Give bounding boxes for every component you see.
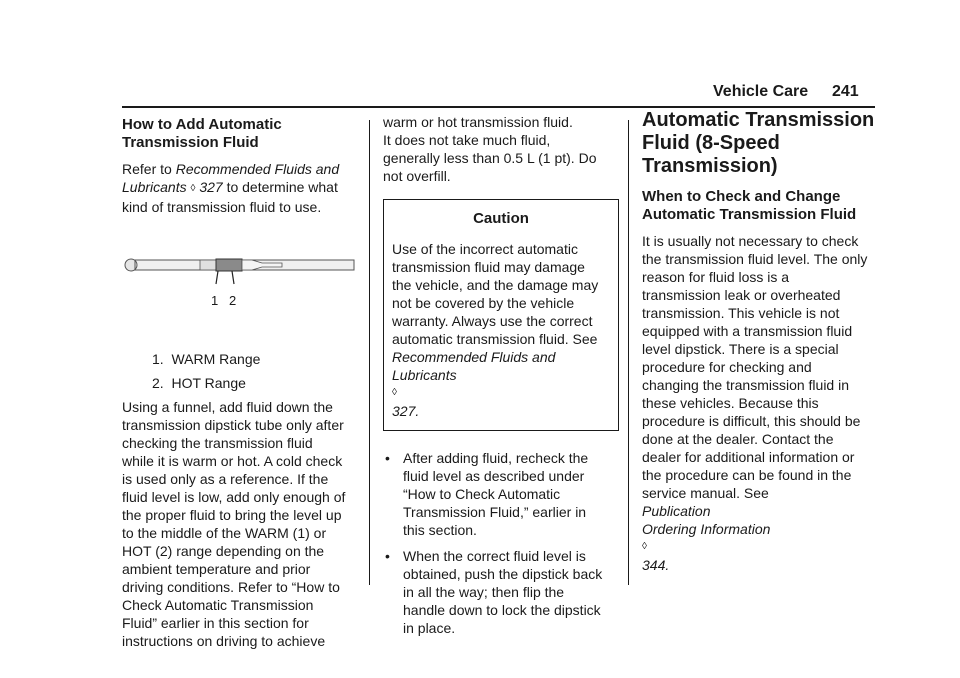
ref-link-fluids[interactable]: Recommended Fluids and: [392, 349, 556, 365]
page-ref-icon: ◊: [392, 387, 397, 398]
figure-label-warm: 1: [211, 293, 219, 308]
page-ref-icon: ◊: [190, 183, 196, 194]
range-list: [152, 350, 356, 392]
page-ref-icon: ◊: [642, 541, 647, 552]
ref-link-lubricants[interactable]: Lubricants: [122, 179, 187, 195]
when-to-check-body: It is usually not necessary to check the transmission fluid level. The only reason for fluid loss is a transmission leak or overheated transmission. This vehicle is not equipped with a transmission fluid level dipstick. There is a special procedure for checking and changing the transmission fluid in these vehicles. Because this procedure is difficult, this should be done at the dealer. Contact the dealer for additional information or the procedure can be found in the service manual. See Publication Ordering Information ◊ 344.: [642, 232, 880, 574]
caution-title: Caution: [473, 210, 529, 227]
ref-link-publication[interactable]: Publication: [642, 503, 711, 519]
list-item: 1. WARM Range: [152, 351, 261, 367]
column-divider-left: [369, 120, 370, 585]
bullet-icon: •: [385, 450, 390, 466]
caution-box: [383, 199, 619, 431]
bullet-item: • When the correct fluid level is obtained, push the dipstick back in all the way; then flip the handle down to lock the dipstick in place.: [385, 548, 603, 636]
intro-paragraph: Refer to Recommended Fluids and Lubricants ◊ 327 to determine what kind of transmission fluid to use.: [122, 161, 340, 215]
list-item: 2. HOT Range: [152, 375, 246, 391]
column-3: [642, 109, 880, 574]
add-fluid-body: Using a funnel, add fluid down the transmission dipstick tube only after checking the transmission fluid while it is warm or hot. A cold check is used only as a reference. If the fluid level is low, add only enough of the proper fluid to bring the level up to the middle of the WARM (1) or HOT (2) range depending on the ambient temperature and prior driving conditions. Refer to “How to Check Automatic Transmission Fluid” earlier in this section for instructions on driving to achieve: [122, 399, 346, 649]
header-title: Vehicle Care: [713, 83, 809, 100]
bullet-item: • After adding fluid, recheck the fluid level as described under “How to Check Automatic Transmission Fluid,” earlier in this section.: [385, 450, 589, 538]
ref-page-327[interactable]: 327.: [392, 403, 420, 419]
column-2: [383, 113, 619, 645]
column-divider-right: [628, 120, 629, 585]
section-title-8-speed: Automatic Transmission Fluid (8-Speed Transmission): [642, 109, 875, 177]
ref-link-fluids[interactable]: Recommended Fluids and: [175, 161, 340, 177]
header-rule: [122, 106, 875, 108]
bullet-icon: •: [385, 548, 390, 564]
ref-link-ordering-info[interactable]: Ordering Information: [642, 521, 771, 537]
section-heading-add-fluid: How to Add Automatic Transmission Fluid: [122, 116, 282, 151]
ref-page-327[interactable]: 327: [199, 179, 223, 195]
continued-paragraph: warm or hot transmission fluid. It does not take much fluid, generally less than 0.5 L (1 pt). Do not overfill.: [383, 114, 597, 184]
dipstick-figure: [122, 238, 356, 336]
ref-page-344[interactable]: 344.: [642, 557, 670, 573]
figure-label-hot: 2: [229, 293, 237, 308]
column-1: [122, 116, 356, 650]
caution-text: Use of the incorrect automatic transmission fluid may damage the vehicle, and the damage may not be covered by the vehicle warranty. Always use the correct automatic transmission fluid. See Recommended Fluids and Lubricants ◊ 327.: [392, 240, 610, 420]
ref-link-lubricants[interactable]: Lubricants: [392, 367, 457, 383]
subheading-when-to-check: When to Check and Change Automatic Transmission Fluid: [642, 188, 857, 223]
dipstick-illustration: [122, 238, 356, 308]
page-number: 241: [832, 83, 859, 100]
